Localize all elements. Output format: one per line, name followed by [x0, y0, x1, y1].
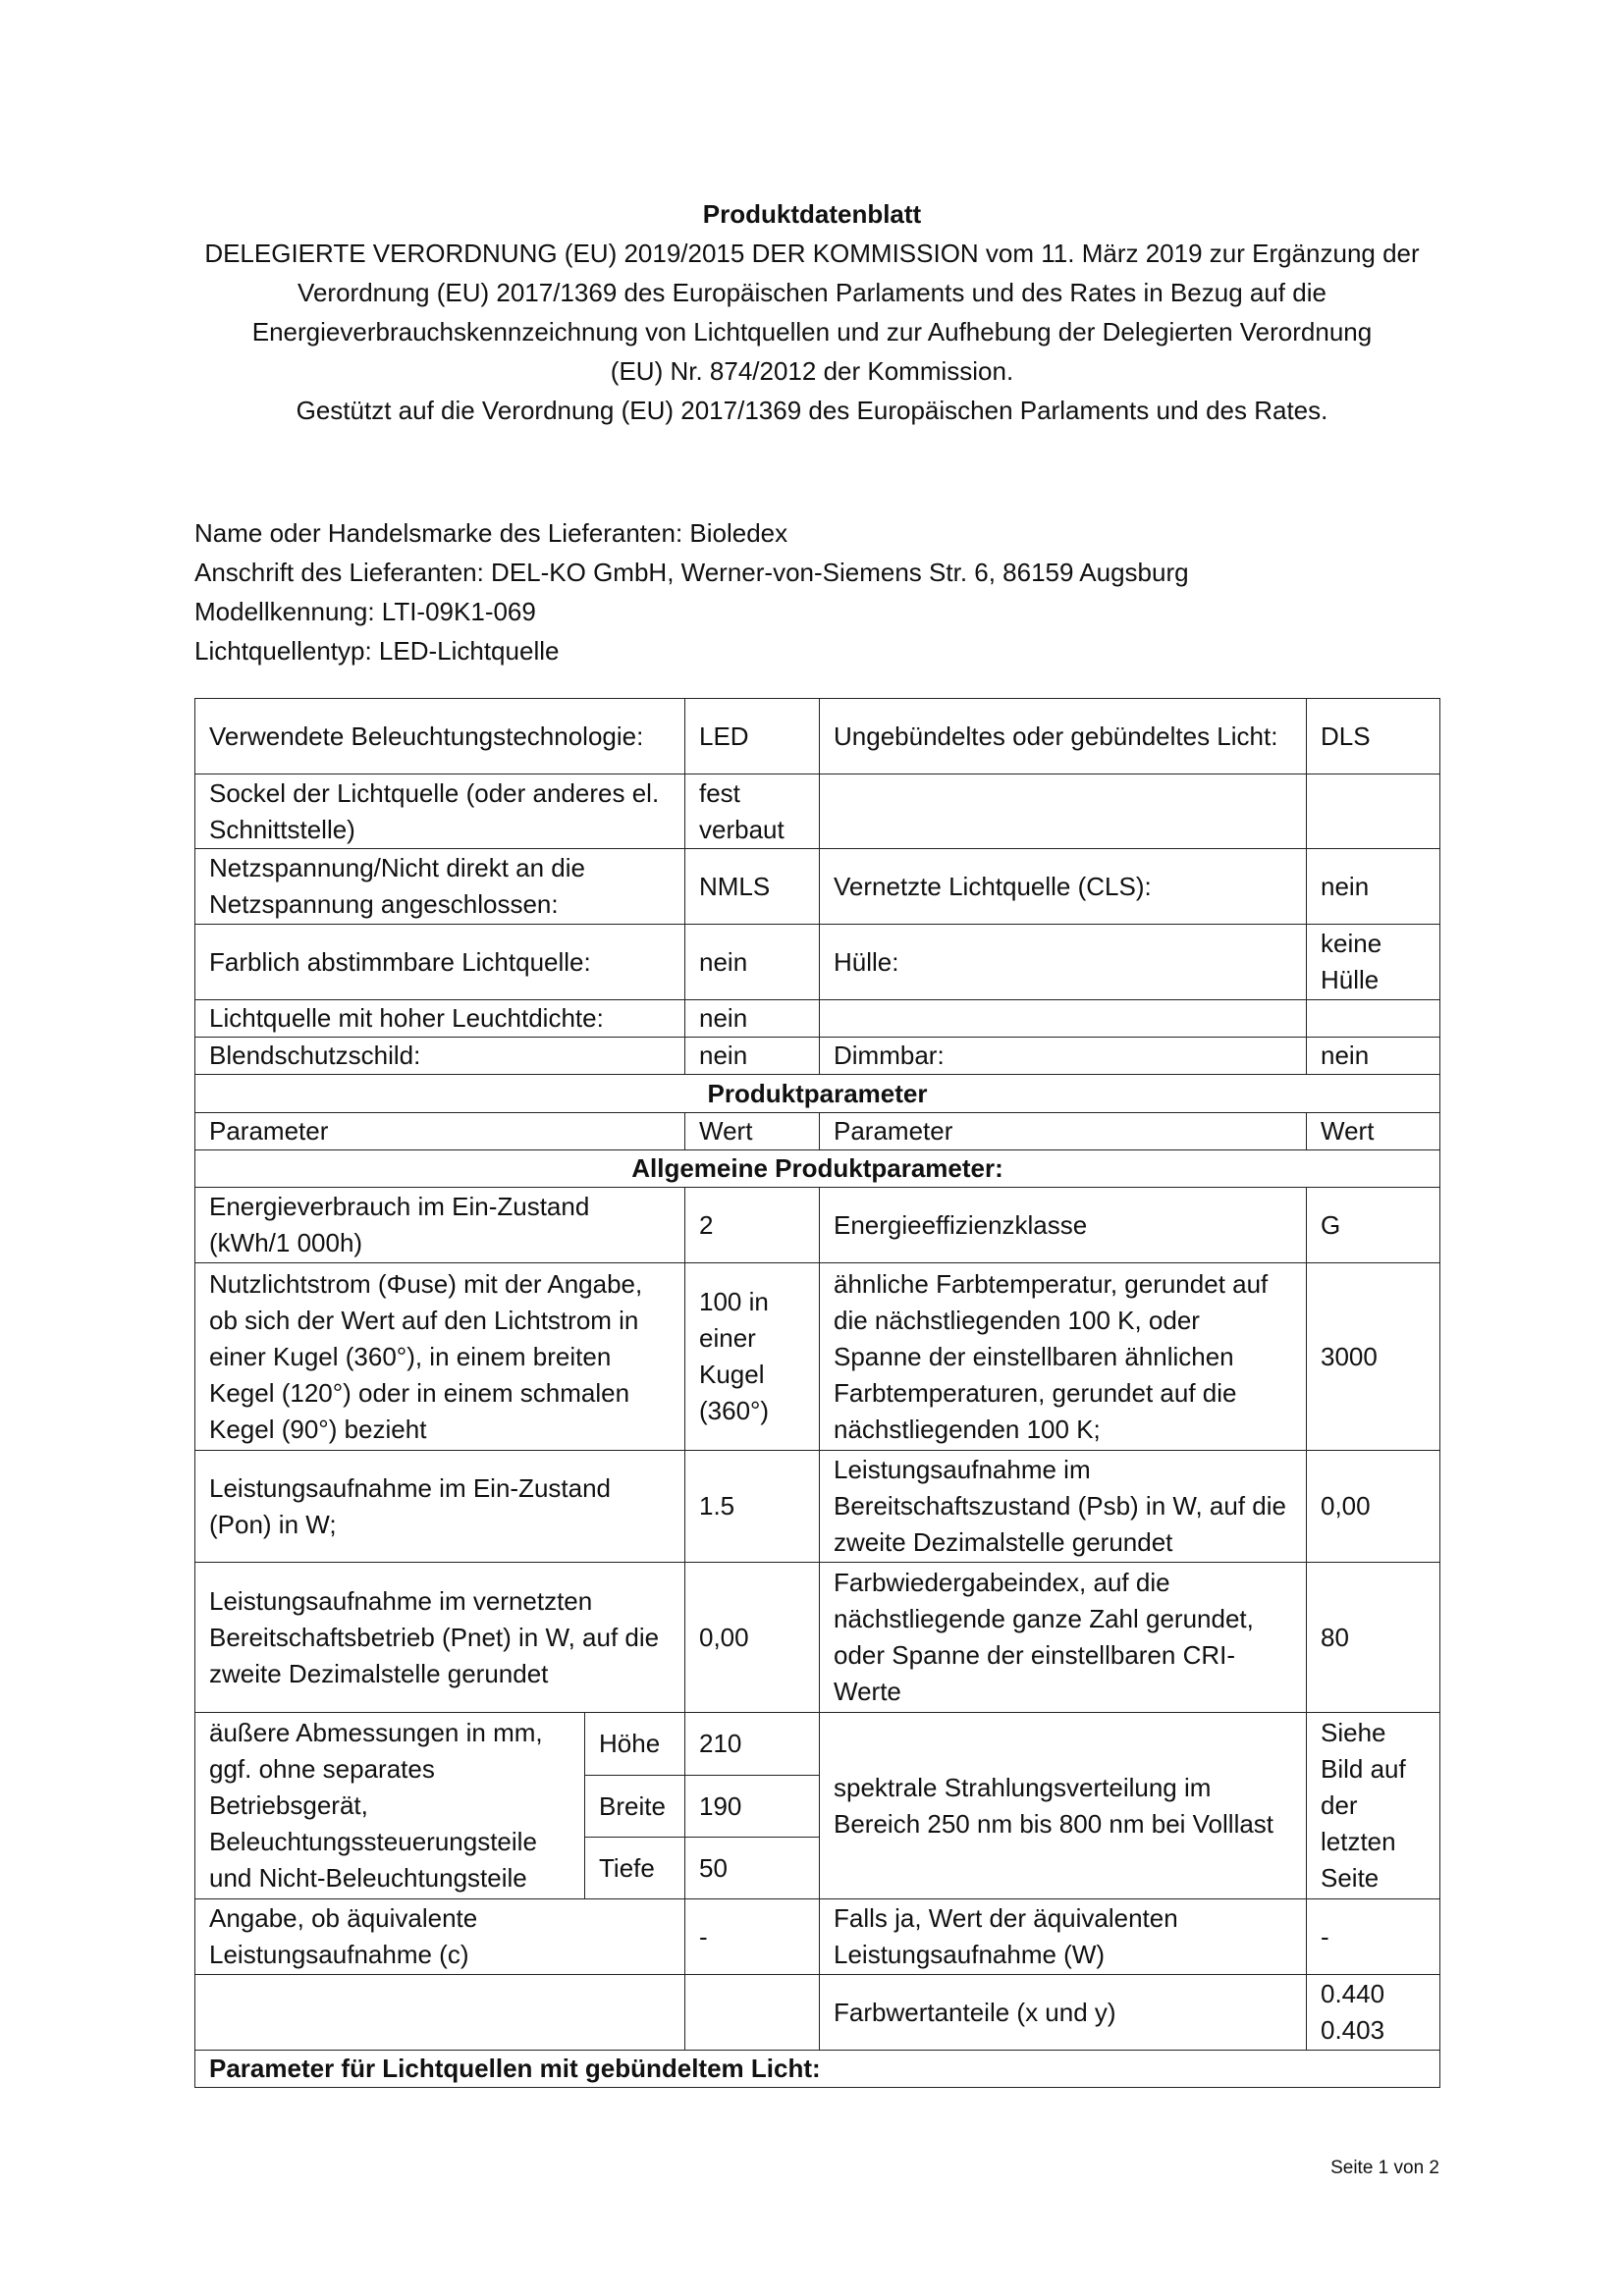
table-cell: Farbwiedergabeindex, auf die nächstliegende ganze Zahl gerundet, oder Spanne der einstellbaren CRI-Werte	[820, 1563, 1307, 1713]
table-section-row	[195, 1150, 1440, 1188]
regulation-line-5: Gestützt auf die Verordnung (EU) 2017/1369 des Europäischen Parlaments und des Rates.	[296, 396, 1328, 425]
page-number: Seite 1 von 2	[1330, 2158, 1439, 2178]
table-cell: Nutzlichtstrom (Φuse) mit der Angabe, ob sich der Wert auf den Lichtstrom in einer Kugel (360°), in einem breiten Kegel (120°) oder in einem schmalen Kegel (90°) bezieht	[195, 1263, 685, 1451]
table-section-row	[195, 2051, 1440, 2088]
dimensions-label: äußere Abmessungen in mm, ggf. ohne separates Betriebsgerät, Beleuchtungssteuerungsteile und Nicht-Beleuchtungsteile	[195, 1713, 585, 1899]
table-cell: Ungebündeltes oder gebündeltes Licht:	[820, 699, 1307, 774]
table-cell: Farbwertanteile (x und y)	[820, 1975, 1307, 2051]
table-row	[195, 1899, 1440, 1975]
table-cell: Leistungsaufnahme im Ein-Zustand (Pon) in W;	[195, 1451, 685, 1563]
table-cell	[1307, 1000, 1440, 1038]
document-title: Produktdatenblatt	[702, 199, 922, 229]
table-row	[195, 1563, 1440, 1713]
chromaticity-y: 0.403	[1321, 2015, 1385, 2045]
table-cell: 190	[685, 1776, 820, 1838]
table-cell: Farblich abstimmbare Lichtquelle:	[195, 925, 685, 1000]
light-source-type: Lichtquellentyp: LED-Lichtquelle	[194, 636, 560, 666]
table-cell: keine Hülle	[1307, 925, 1440, 1000]
table-cell: Lichtquelle mit hoher Leuchtdichte:	[195, 1000, 685, 1038]
table-row	[195, 774, 1440, 849]
table-cell: 80	[1307, 1563, 1440, 1713]
table-cell	[685, 1975, 820, 2051]
table-header-row	[195, 1113, 1440, 1150]
table-row	[195, 925, 1440, 1000]
table-cell: Sockel der Lichtquelle (oder anderes el. Schnittstelle)	[195, 774, 685, 849]
table-cell: Blendschutzschild:	[195, 1038, 685, 1075]
table-cell: -	[685, 1899, 820, 1975]
table-cell: Breite	[585, 1776, 685, 1838]
table-cell: 1.5	[685, 1451, 820, 1563]
table-cell	[195, 1975, 685, 2051]
column-header: Wert	[1307, 1113, 1440, 1150]
table-cell: Energieeffizienzklasse	[820, 1188, 1307, 1263]
spectral-distribution-label: spektrale Strahlungsverteilung im Bereich 250 nm bis 800 nm bei Volllast	[820, 1713, 1307, 1899]
section-heading-product-parameters: Produktparameter	[195, 1075, 1440, 1113]
table-cell: Netzspannung/Nicht direkt an die Netzspannung angeschlossen:	[195, 849, 685, 925]
column-header: Parameter	[195, 1113, 685, 1150]
table-row	[195, 1000, 1440, 1038]
document-header	[177, 194, 1447, 430]
table-cell: 0,00	[685, 1563, 820, 1713]
table-cell: Hülle:	[820, 925, 1307, 1000]
table-cell: 50	[685, 1838, 820, 1899]
table-cell: fest verbaut	[685, 774, 820, 849]
table-cell	[1307, 774, 1440, 849]
column-header: Parameter	[820, 1113, 1307, 1150]
table-cell: 100 in einer Kugel (360°)	[685, 1263, 820, 1451]
table-cell: 2	[685, 1188, 820, 1263]
table-row	[195, 1038, 1440, 1075]
table-cell: 0,00	[1307, 1451, 1440, 1563]
table-row	[195, 1975, 1440, 2051]
spectral-distribution-value: Siehe Bild auf der letzten Seite	[1307, 1713, 1440, 1899]
regulation-line-1: DELEGIERTE VERORDNUNG (EU) 2019/2015 DER KOMMISSION vom 11. März 2019 zur Ergänzung der	[204, 239, 1420, 268]
chromaticity-x: 0.440	[1321, 1979, 1385, 2008]
table-cell: nein	[685, 925, 820, 1000]
table-row	[195, 849, 1440, 925]
table-cell: LED	[685, 699, 820, 774]
table-cell: nein	[685, 1000, 820, 1038]
table-cell: Vernetzte Lichtquelle (CLS):	[820, 849, 1307, 925]
table-cell: 210	[685, 1713, 820, 1776]
regulation-line-3: Energieverbrauchskennzeichnung von Lichtquellen und zur Aufhebung der Delegierten Verordnung	[251, 317, 1373, 347]
table-cell: Falls ja, Wert der äquivalenten Leistungsaufnahme (W)	[820, 1899, 1307, 1975]
table-cell	[820, 1000, 1307, 1038]
product-data-table	[194, 698, 1440, 2088]
regulation-line-2: Verordnung (EU) 2017/1369 des Europäischen Parlaments und des Rates in Bezug auf die	[298, 278, 1326, 307]
table-cell	[820, 774, 1307, 849]
table-row	[195, 1188, 1440, 1263]
table-cell: Dimmbar:	[820, 1038, 1307, 1075]
table-cell: ähnliche Farbtemperatur, gerundet auf die nächstliegenden 100 K, oder Spanne der einstellbaren ähnlichen Farbtemperaturen, gerundet auf die nächstliegenden 100 K;	[820, 1263, 1307, 1451]
table-cell: Leistungsaufnahme im Bereitschaftszustand (Psb) in W, auf die zweite Dezimalstelle gerundet	[820, 1451, 1307, 1563]
table-cell: DLS	[1307, 699, 1440, 774]
table-cell: G	[1307, 1188, 1440, 1263]
table-row	[195, 1263, 1440, 1451]
table-row	[195, 1451, 1440, 1563]
column-header: Wert	[685, 1113, 820, 1150]
table-cell: Energieverbrauch im Ein-Zustand (kWh/1 000h)	[195, 1188, 685, 1263]
table-row	[195, 1713, 1440, 1776]
model-identifier: Modellkennung: LTI-09K1-069	[194, 597, 536, 626]
table-cell: Verwendete Beleuchtungstechnologie:	[195, 699, 685, 774]
table-cell: nein	[1307, 1038, 1440, 1075]
chromaticity-values	[1307, 1975, 1440, 2051]
table-section-row	[195, 1075, 1440, 1113]
table-cell: nein	[1307, 849, 1440, 925]
table-cell: 3000	[1307, 1263, 1440, 1451]
table-cell: -	[1307, 1899, 1440, 1975]
section-heading-directional-parameters: Parameter für Lichtquellen mit gebündeltem Licht:	[195, 2051, 1440, 2088]
table-cell: nein	[685, 1038, 820, 1075]
supplier-info	[194, 513, 1189, 670]
table-cell: Angabe, ob äquivalente Leistungsaufnahme (c)	[195, 1899, 685, 1975]
supplier-address: Anschrift des Lieferanten: DEL-KO GmbH, Werner-von-Siemens Str. 6, 86159 Augsburg	[194, 558, 1189, 587]
table-cell: NMLS	[685, 849, 820, 925]
table-row	[195, 699, 1440, 774]
supplier-name: Name oder Handelsmarke des Lieferanten: Bioledex	[194, 518, 788, 548]
table-cell: Höhe	[585, 1713, 685, 1776]
table-cell: Leistungsaufnahme im vernetzten Bereitschaftsbetrieb (Pnet) in W, auf die zweite Dezimalstelle gerundet	[195, 1563, 685, 1713]
section-heading-general-parameters: Allgemeine Produktparameter:	[195, 1150, 1440, 1188]
regulation-line-4: (EU) Nr. 874/2012 der Kommission.	[610, 356, 1014, 386]
table-cell: Tiefe	[585, 1838, 685, 1899]
